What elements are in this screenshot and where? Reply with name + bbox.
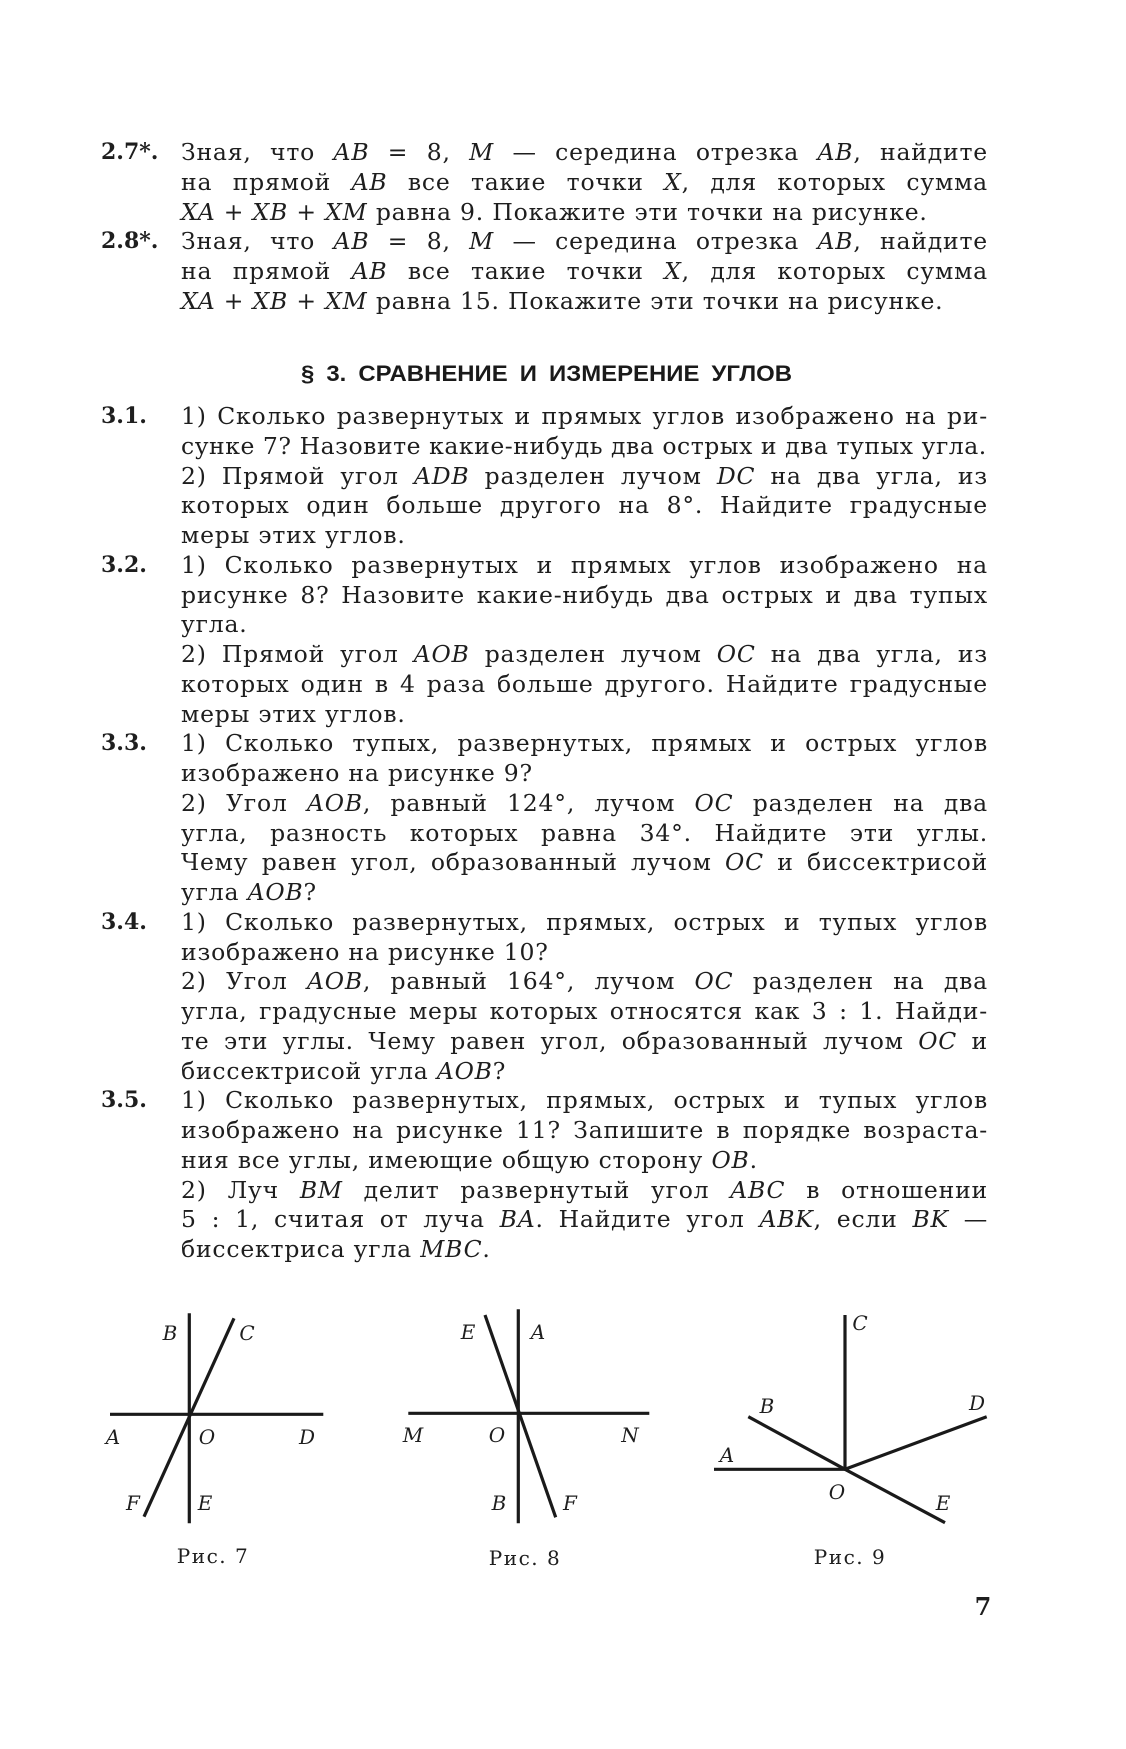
text-line	[181, 759, 988, 789]
text-segment: ?	[303, 878, 317, 906]
text-line	[181, 1205, 988, 1235]
text-line	[181, 491, 988, 521]
text-segment: 1) Сколько развернутых, прямых, острых и тупых углов	[181, 1086, 988, 1115]
math-variable: BK	[912, 1205, 949, 1234]
math-variable: AB	[333, 138, 370, 166]
text-segment: угла, разность которых равна 34°. Найдите эти углы.	[181, 818, 988, 847]
math-variable: BA	[499, 1205, 536, 1234]
text-segment: +	[288, 197, 326, 226]
text-segment: 1) Сколько развернутых и прямых углов изображено на ри-	[181, 402, 988, 430]
line-content	[181, 581, 988, 611]
text-segment: , если	[813, 1205, 913, 1234]
text-line	[181, 168, 988, 198]
line-content	[181, 759, 533, 789]
text-line	[181, 138, 988, 168]
text-segment: — середина отрезка	[494, 227, 818, 256]
math-variable: AOB	[307, 788, 363, 817]
text-segment: Зная, что	[181, 138, 334, 166]
text-line	[181, 1057, 988, 1087]
text-line	[181, 287, 988, 317]
point-label: E	[197, 1491, 213, 1515]
line-content	[181, 1176, 988, 1206]
text-segment: равна 15. Покажите эти точки на рисунке.	[367, 286, 944, 315]
text-segment: , найдите	[853, 138, 988, 166]
section-title-text: § 3. СРАВНЕНИЕ И ИЗМЕРЕНИЕ УГЛОВ	[301, 361, 792, 386]
text-segment: разделен лучом	[469, 461, 717, 490]
text-segment: меры этих углов.	[181, 699, 406, 728]
text-segment: и	[957, 1026, 988, 1055]
math-variable: M	[469, 227, 495, 256]
problem-number: 2.8*.	[101, 228, 159, 255]
text-segment: ?	[492, 1056, 507, 1085]
math-variable: AOB	[307, 967, 363, 996]
text-line	[181, 700, 988, 730]
text-segment: +	[215, 197, 253, 226]
line-content	[181, 729, 988, 759]
math-variable: AB	[351, 167, 388, 196]
text-segment: 5 : 1, считая от луча	[181, 1205, 500, 1234]
problem-item	[0, 729, 1126, 908]
text-segment: на прямой	[181, 167, 352, 196]
text-segment: 1) Сколько развернутых, прямых, острых и тупых углов	[181, 907, 988, 936]
math-variable: AOB	[436, 1056, 493, 1085]
math-variable: OB	[711, 1145, 750, 1174]
line-content	[181, 610, 248, 640]
line-content	[181, 997, 988, 1027]
figure-9	[700, 1300, 1000, 1535]
text-segment: = 8,	[369, 227, 470, 256]
point-label: O	[198, 1425, 216, 1449]
line-content	[181, 819, 988, 849]
text-line	[181, 1116, 988, 1146]
math-variable: ABC	[730, 1175, 786, 1204]
text-line	[181, 878, 988, 908]
text-segment: изображено на рисунке 9?	[181, 759, 533, 787]
text-segment: разделен лучом	[469, 640, 717, 668]
text-line	[181, 581, 988, 611]
text-segment: .	[749, 1145, 758, 1174]
text-line	[181, 819, 988, 849]
text-line	[181, 1146, 988, 1176]
point-label: C	[239, 1321, 255, 1345]
math-variable: MBC	[420, 1235, 483, 1263]
math-variable: OC	[694, 967, 734, 996]
point-label: N	[621, 1423, 639, 1447]
text-segment: на два угла, из	[755, 640, 989, 668]
text-segment: все такие точки	[387, 257, 665, 285]
text-line	[181, 997, 988, 1027]
text-line	[181, 938, 988, 968]
text-segment: ния все углы, имеющие общую сторону	[181, 1145, 712, 1174]
line-content	[181, 168, 988, 198]
text-line	[181, 257, 988, 287]
math-variable: AB	[817, 138, 854, 166]
line-content	[181, 1205, 988, 1235]
point-label: A	[105, 1425, 121, 1449]
line-ef	[485, 1315, 556, 1517]
text-segment: 2) Луч	[181, 1175, 300, 1204]
math-variable: AOB	[247, 878, 304, 906]
text-line	[181, 908, 988, 938]
text-segment: — середина отрезка	[494, 138, 818, 166]
problem-item	[0, 908, 1126, 1087]
text-line	[181, 432, 988, 462]
text-segment: изображено на рисунке 11? Запишите в порядке возраста-	[181, 1116, 988, 1144]
text-segment: 1) Сколько тупых, развернутых, прямых и острых углов	[181, 729, 988, 758]
line-content	[181, 1027, 988, 1057]
text-segment: в отношении	[785, 1175, 988, 1204]
math-variable: X	[664, 167, 682, 196]
math-variable: BM	[299, 1175, 343, 1204]
text-line	[181, 729, 988, 759]
problems-section-2	[0, 138, 1126, 317]
line-content	[181, 700, 406, 730]
text-line	[181, 227, 988, 257]
point-label: B	[759, 1394, 775, 1418]
text-line	[181, 610, 988, 640]
problem-number: 3.1.	[101, 403, 147, 429]
text-segment: меры этих углов.	[181, 521, 406, 549]
line-content	[181, 491, 988, 521]
text-segment: , найдите	[853, 227, 988, 256]
text-segment: сунке 7? Назовите какие-нибудь два острых и два тупых угла.	[181, 431, 987, 460]
math-variable: AOB	[413, 640, 470, 668]
point-label: F	[563, 1491, 577, 1515]
line-content	[181, 1057, 506, 1087]
text-segment: 2) Прямой угол	[181, 461, 414, 490]
point-label: M	[402, 1423, 424, 1447]
text-line	[181, 402, 988, 432]
problem-number: 3.4.	[101, 908, 147, 935]
math-variable: XB	[252, 286, 289, 315]
point-label: D	[968, 1391, 986, 1415]
line-content	[181, 1116, 988, 1146]
math-variable: AB	[351, 257, 388, 285]
text-segment: биссектриса угла	[181, 1235, 421, 1263]
text-segment: и биссектрисой	[763, 848, 988, 877]
text-line	[181, 1086, 988, 1116]
math-variable: ABK	[759, 1205, 814, 1234]
line-content	[181, 848, 988, 878]
text-segment: , равный 124°, лучом	[362, 788, 695, 817]
problem-text	[181, 227, 988, 316]
problem-text	[181, 729, 988, 908]
text-segment: которых один в 4 раза больше другого. Найдите градусные	[181, 669, 988, 698]
section-title	[301, 359, 792, 389]
text-segment: равна 9. Покажите эти точки на рисунке.	[367, 197, 928, 226]
point-label: O	[488, 1423, 506, 1447]
line-content	[181, 462, 988, 492]
problems-section-3	[0, 402, 1126, 1265]
text-segment: 2) Прямой угол	[181, 640, 414, 668]
problem-number: 3.5.	[101, 1087, 147, 1114]
text-segment: 2) Угол	[181, 788, 308, 817]
text-segment: делит развернутый угол	[342, 1175, 731, 1204]
text-line	[181, 551, 988, 581]
page-number: 7	[974, 1592, 992, 1621]
text-line	[181, 967, 988, 997]
text-segment: 1) Сколько развернутых и прямых углов изображено на	[181, 550, 988, 579]
text-segment: угла	[181, 878, 248, 906]
problem-text	[181, 1086, 988, 1265]
figure-8	[395, 1300, 660, 1530]
text-segment: рисунке 8? Назовите какие-нибудь два острых и два тупых	[181, 580, 988, 609]
text-segment: 2) Угол	[181, 967, 308, 996]
text-segment: разделен на два	[733, 967, 988, 996]
ray-oe	[845, 1469, 945, 1522]
text-line	[181, 521, 988, 551]
point-label: O	[828, 1480, 846, 1504]
line-content	[181, 967, 988, 997]
text-segment: угла, градусные меры которых относятся как 3 : 1. Найди-	[181, 997, 988, 1025]
text-line	[181, 670, 988, 700]
text-line	[181, 1027, 988, 1057]
line-content	[181, 670, 988, 700]
problem-item	[0, 138, 1126, 227]
math-variable: XM	[325, 286, 368, 315]
point-label: B	[162, 1321, 178, 1345]
line-content	[181, 1086, 988, 1116]
problem-text	[181, 402, 988, 551]
point-label: F	[126, 1491, 140, 1515]
math-variable: OC	[918, 1026, 958, 1055]
figure-caption: Рис. 8	[488, 1546, 562, 1570]
math-variable: AB	[333, 227, 370, 256]
point-label: D	[298, 1425, 316, 1449]
line-content	[181, 551, 988, 581]
problem-item	[0, 1086, 1126, 1265]
math-variable: XM	[325, 197, 368, 226]
math-variable: XB	[252, 197, 289, 226]
text-segment: Чему равен угол, образованный лучом	[181, 848, 726, 877]
text-line	[181, 789, 988, 819]
text-segment: = 8,	[369, 138, 470, 166]
line-content	[181, 198, 928, 228]
text-segment: Зная, что	[181, 227, 334, 256]
text-line	[181, 1235, 988, 1265]
problem-item	[0, 551, 1126, 730]
math-variable: DC	[716, 461, 756, 490]
line-content	[181, 402, 988, 432]
math-variable: OC	[725, 848, 764, 877]
point-label: A	[530, 1320, 546, 1344]
math-variable: XA	[181, 286, 216, 315]
text-segment: . Найдите угол	[535, 1205, 760, 1234]
text-segment: на прямой	[181, 257, 352, 285]
line-content	[181, 521, 406, 551]
point-label: E	[460, 1320, 476, 1344]
text-segment: все такие точки	[387, 167, 665, 196]
text-segment: изображено на рисунке 10?	[181, 937, 549, 966]
problem-text	[181, 551, 988, 730]
ray-od	[845, 1417, 987, 1470]
problem-number: 3.3.	[101, 730, 147, 757]
line-content	[181, 227, 988, 257]
line-content	[181, 878, 317, 908]
text-segment: биссектрисой угла	[181, 1056, 437, 1085]
text-segment: .	[482, 1235, 491, 1263]
text-segment: , для которых сумма	[681, 257, 988, 285]
line-content	[181, 640, 988, 670]
text-segment: , равный 164°, лучом	[362, 967, 695, 996]
line-content	[181, 138, 988, 168]
figure-caption: Рис. 7	[176, 1544, 250, 1568]
line-content	[181, 908, 988, 938]
text-segment: те эти углы. Чему равен угол, образованный лучом	[181, 1026, 919, 1055]
line-content	[181, 287, 943, 317]
point-label: B	[491, 1491, 507, 1515]
point-label: E	[935, 1491, 951, 1515]
problem-number: 2.7*.	[101, 139, 159, 165]
point-label: C	[852, 1311, 868, 1335]
problem-text	[181, 908, 988, 1087]
text-line	[181, 198, 988, 228]
text-segment: которых один больше другого на 8°. Найдите градусные	[181, 491, 988, 520]
line-content	[181, 1146, 758, 1176]
line-content	[181, 938, 549, 968]
text-line	[181, 640, 988, 670]
math-variable: X	[664, 257, 682, 285]
problem-number: 3.2.	[101, 551, 147, 578]
line-content	[181, 432, 987, 462]
ray-ob	[748, 1417, 845, 1470]
text-segment: , для которых сумма	[681, 167, 988, 196]
text-segment: +	[288, 286, 326, 315]
problem-item	[0, 402, 1126, 551]
text-segment: разделен на два	[733, 788, 988, 817]
text-segment: угла.	[181, 610, 248, 639]
text-segment: на два угла, из	[755, 461, 988, 490]
problem-item	[0, 227, 1126, 316]
math-variable: XA	[181, 197, 216, 226]
text-line	[181, 462, 988, 492]
math-variable: ADB	[413, 461, 470, 490]
math-variable: OC	[694, 788, 734, 817]
math-variable: M	[469, 138, 495, 166]
line-content	[181, 789, 988, 819]
text-segment: —	[948, 1205, 988, 1234]
math-variable: AB	[817, 227, 854, 256]
text-segment: +	[215, 286, 253, 315]
point-label: A	[719, 1443, 735, 1467]
math-variable: OC	[716, 640, 756, 668]
problem-text	[181, 138, 988, 227]
figure-7	[95, 1300, 335, 1530]
line-content	[181, 257, 988, 287]
line-content	[181, 1235, 491, 1265]
figure-caption: Рис. 9	[813, 1545, 887, 1569]
text-line	[181, 1176, 988, 1206]
text-line	[181, 848, 988, 878]
